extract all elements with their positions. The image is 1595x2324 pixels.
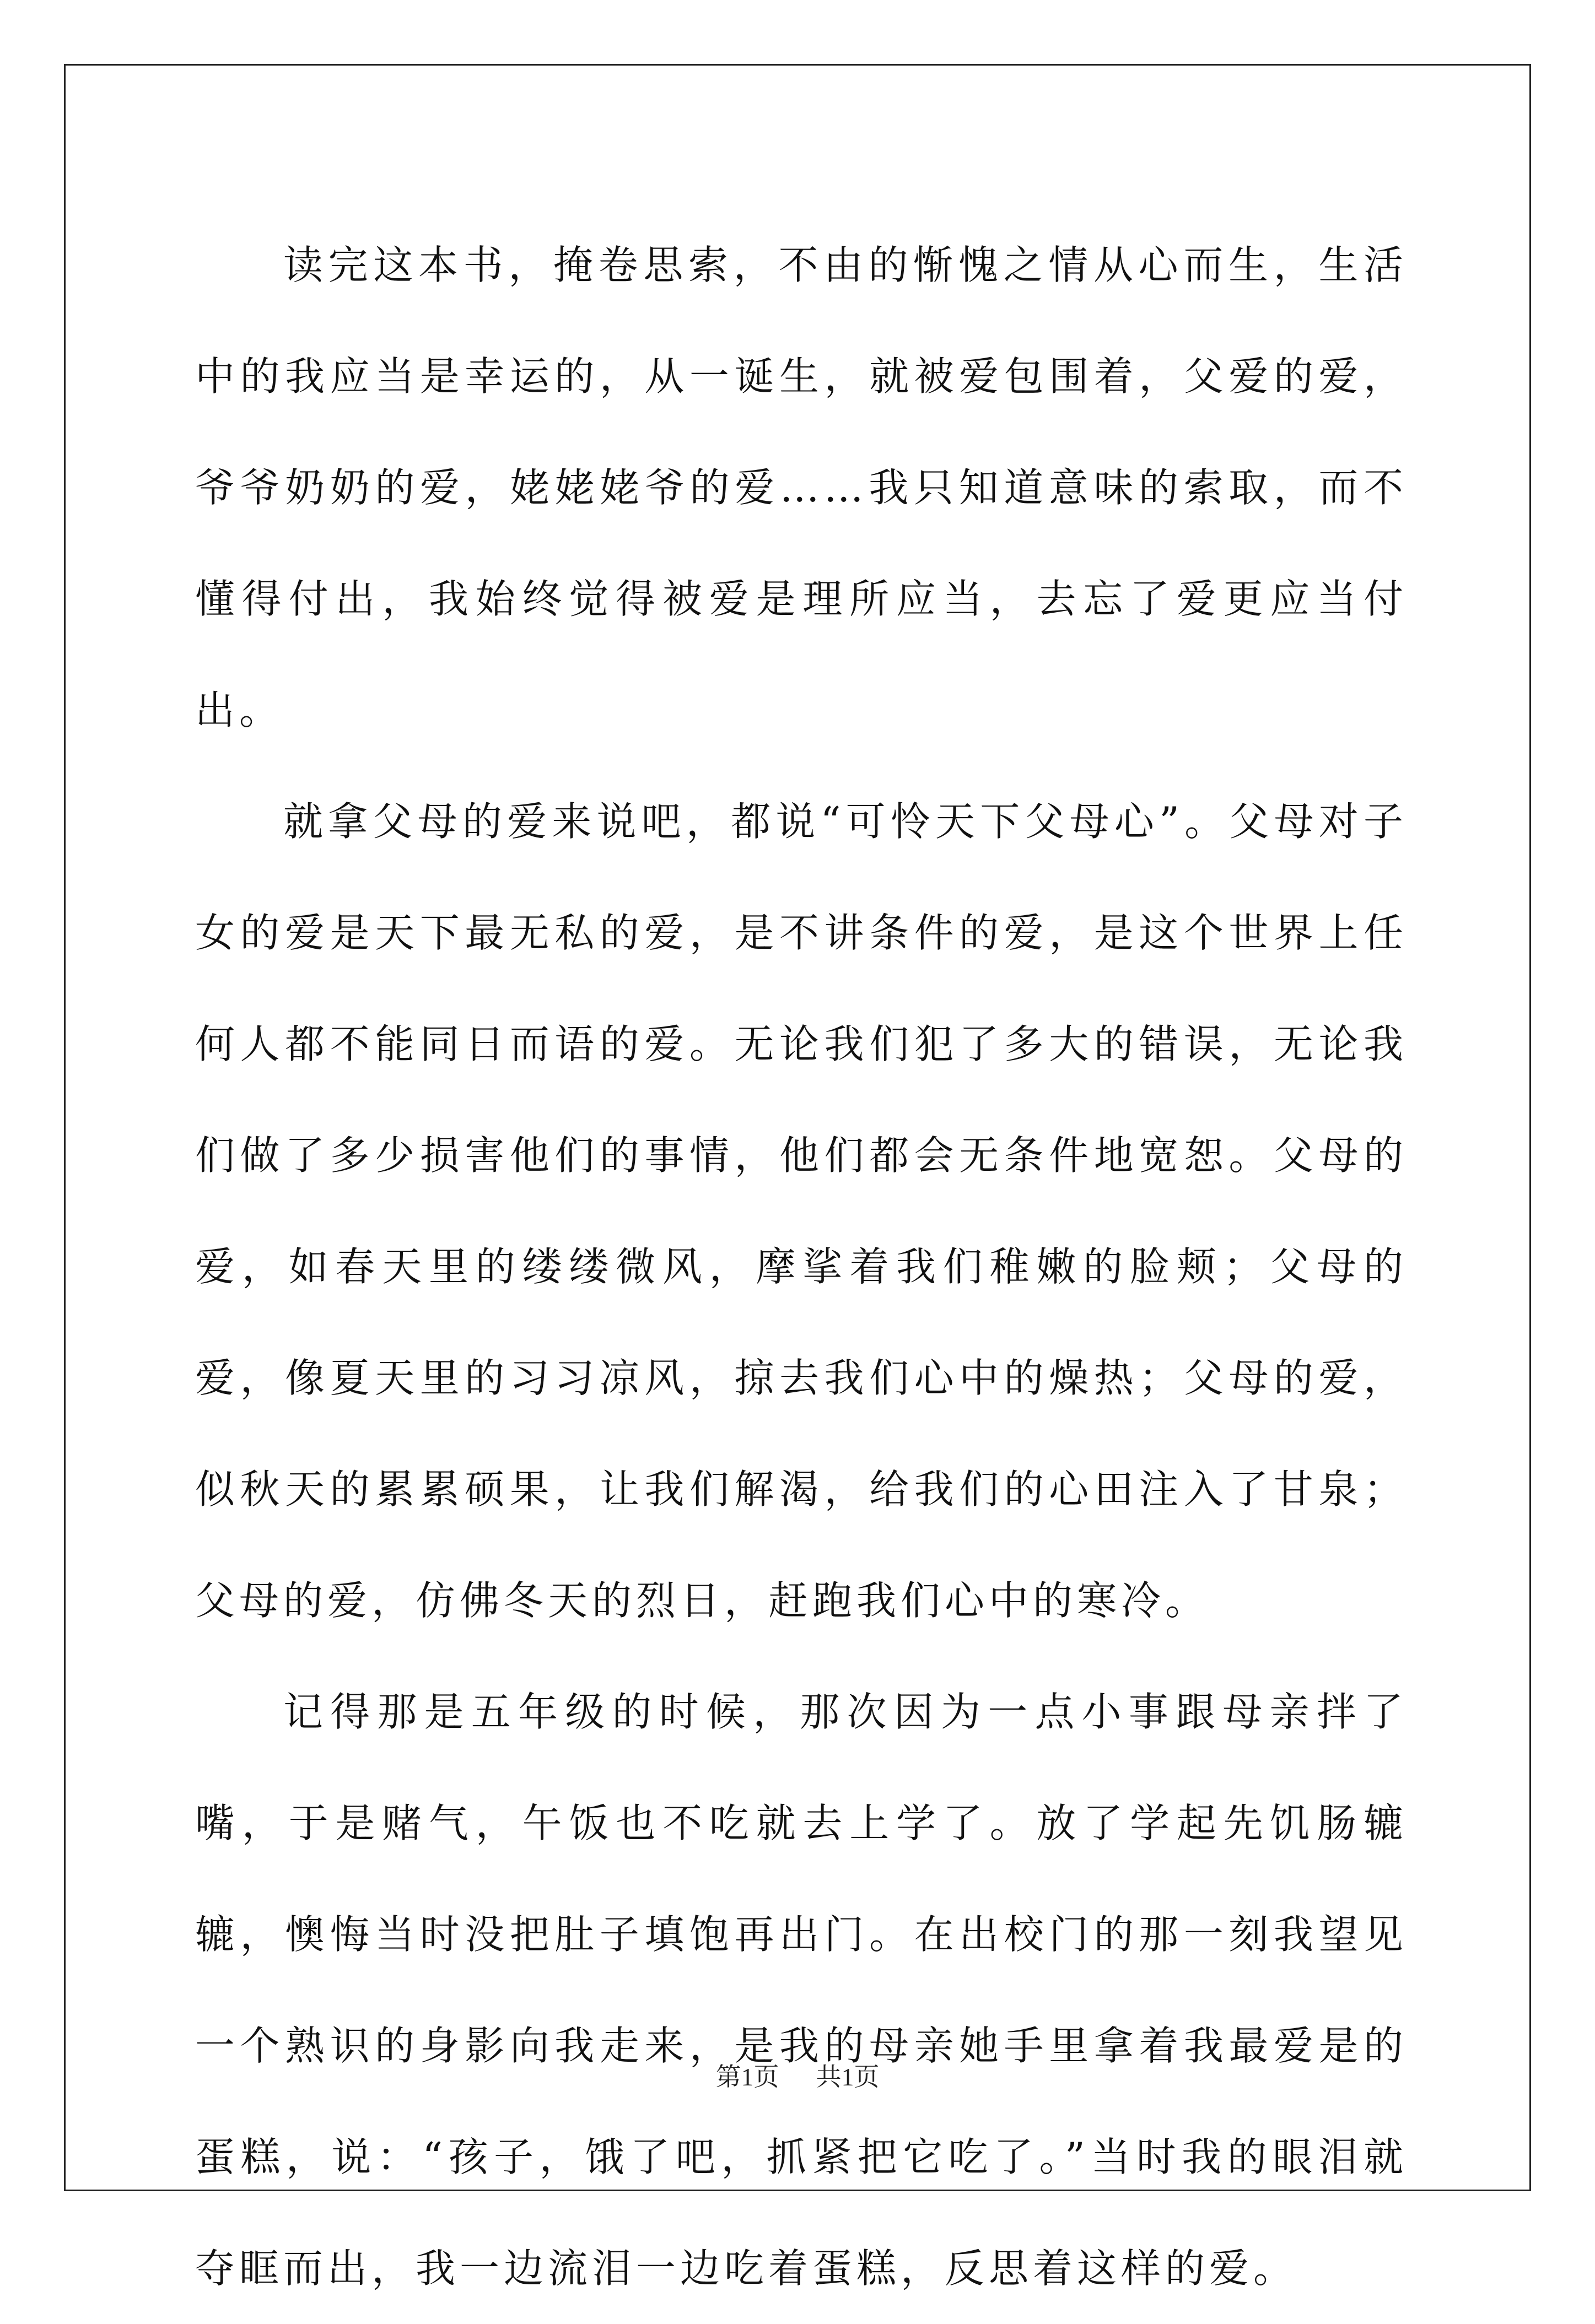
- document-body: [195, 209, 1408, 2324]
- paragraph-3: 记得那是五年级的时候，那次因为一点小事跟母亲拌了嘴，于是赌气，午饭也不吃就去上学了。放了学起先饥肠辘辘，懊悔当时没把肚子填饱再出门。在出校门的那一刻我望见一个熟识的身影向我走来，是我的母亲她手里拿着我最爱是的蛋糕，说：“孩子，饿了吧，抓紧把它吃了。”当时我的眼泪就夺眶而出，我一边流泪一边吃着蛋糕，反思着这样的爱。: [195, 1689, 1408, 2291]
- paragraph-2: 就拿父母的爱来说吧，都说“可怜天下父母心”。父母对子女的爱是天下最无私的爱，是不讲条件的爱，是这个世界上任何人都不能同日而语的爱。无论我们犯了多大的错误，无论我们做了多少损害他们的事情，他们都会无条件地宽恕。父母的爱，如春天里的缕缕微风，摩挲着我们稚嫩的脸颊；父母的爱，像夏天里的习习凉风，掠去我们心中的燥热；父母的爱，似秋天的累累硕果，让我们解渴，给我们的心田注入了甘泉；父母的爱，仿佛冬天的烈日，赶跑我们心中的寒冷。: [195, 798, 1408, 1624]
- page-number: 第1页: [715, 2063, 779, 2091]
- page-footer: [0, 2061, 1595, 2094]
- page-total: 共1页: [816, 2063, 880, 2091]
- paragraph-1: 读完这本书，掩卷思索，不由的惭愧之情从心而生，生活中的我应当是幸运的，从一诞生，就被爱包围着，父爱的爱，爷爷奶奶的爱，姥姥姥爷的爱……我只知道意味的索取，而不懂得付出，我始终觉得被爱是理所应当，去忘了爱更应当付出。: [195, 242, 1408, 733]
